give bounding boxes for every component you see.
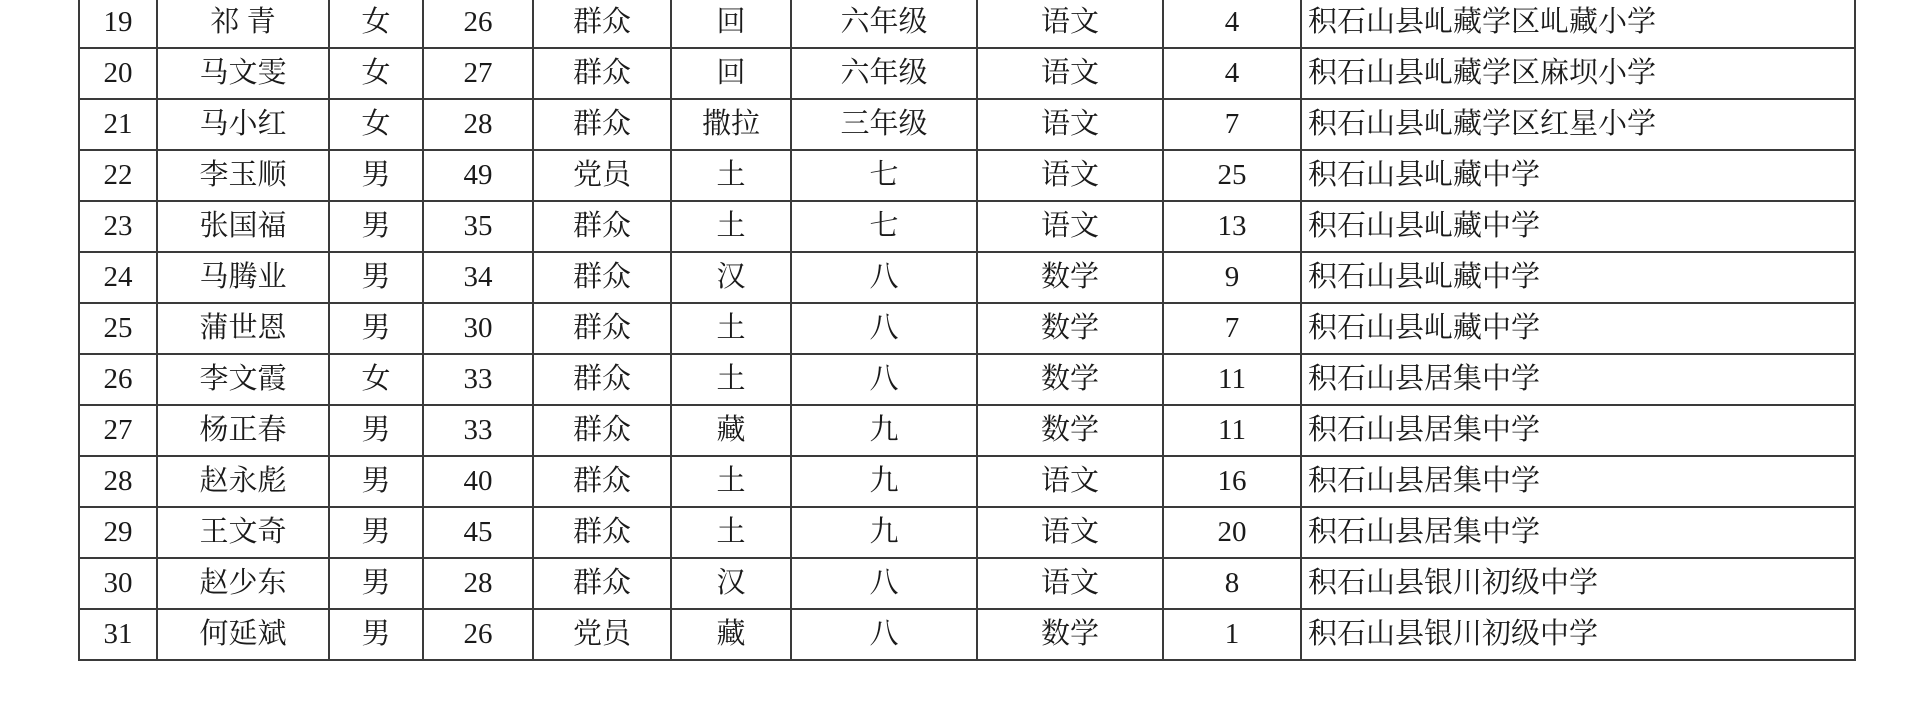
cell-number: 22 <box>79 150 157 201</box>
cell-political-status: 群众 <box>533 558 671 609</box>
cell-years: 7 <box>1163 99 1301 150</box>
cell-name: 张国福 <box>157 201 329 252</box>
cell-ethnicity: 回 <box>671 48 791 99</box>
cell-name: 杨正春 <box>157 405 329 456</box>
cell-ethnicity: 汉 <box>671 252 791 303</box>
cell-school: 积石山县居集中学 <box>1301 456 1855 507</box>
cell-sex: 男 <box>329 405 423 456</box>
cell-ethnicity: 藏 <box>671 609 791 660</box>
cell-age: 27 <box>423 48 533 99</box>
cell-school: 积石山县乢藏中学 <box>1301 252 1855 303</box>
table-row <box>79 0 1855 48</box>
cell-sex: 女 <box>329 354 423 405</box>
cell-number: 25 <box>79 303 157 354</box>
cell-sex: 男 <box>329 150 423 201</box>
cell-grade: 七 <box>791 150 977 201</box>
table-row <box>79 303 1855 354</box>
cell-political-status: 群众 <box>533 252 671 303</box>
cell-age: 45 <box>423 507 533 558</box>
cell-subject: 语文 <box>977 48 1163 99</box>
cell-school: 积石山县居集中学 <box>1301 405 1855 456</box>
table-row <box>79 609 1855 660</box>
cell-grade: 六年级 <box>791 48 977 99</box>
cell-number: 23 <box>79 201 157 252</box>
table-row <box>79 48 1855 99</box>
cell-years: 11 <box>1163 354 1301 405</box>
cell-ethnicity: 土 <box>671 354 791 405</box>
cell-number: 26 <box>79 354 157 405</box>
cell-age: 49 <box>423 150 533 201</box>
table-row <box>79 558 1855 609</box>
table-row <box>79 252 1855 303</box>
cell-years: 20 <box>1163 507 1301 558</box>
table-row <box>79 507 1855 558</box>
cell-name: 马文雯 <box>157 48 329 99</box>
cell-ethnicity: 回 <box>671 0 791 48</box>
cell-political-status: 群众 <box>533 0 671 48</box>
cell-political-status: 群众 <box>533 456 671 507</box>
cell-name: 赵少东 <box>157 558 329 609</box>
table-body <box>79 0 1855 660</box>
cell-ethnicity: 土 <box>671 201 791 252</box>
cell-number: 20 <box>79 48 157 99</box>
cell-years: 11 <box>1163 405 1301 456</box>
cell-sex: 男 <box>329 201 423 252</box>
cell-grade: 八 <box>791 303 977 354</box>
cell-number: 27 <box>79 405 157 456</box>
cell-name: 马腾业 <box>157 252 329 303</box>
cell-age: 26 <box>423 0 533 48</box>
cell-sex: 男 <box>329 252 423 303</box>
cell-age: 28 <box>423 558 533 609</box>
cell-sex: 男 <box>329 558 423 609</box>
cell-subject: 数学 <box>977 405 1163 456</box>
cell-school: 积石山县乢藏中学 <box>1301 201 1855 252</box>
cell-school: 积石山县银川初级中学 <box>1301 558 1855 609</box>
cell-grade: 七 <box>791 201 977 252</box>
cell-school: 积石山县银川初级中学 <box>1301 609 1855 660</box>
teacher-roster-table <box>78 0 1856 661</box>
cell-political-status: 群众 <box>533 303 671 354</box>
cell-ethnicity: 汉 <box>671 558 791 609</box>
cell-grade: 九 <box>791 405 977 456</box>
cell-school: 积石山县乢藏学区红星小学 <box>1301 99 1855 150</box>
cell-sex: 女 <box>329 99 423 150</box>
cell-grade: 九 <box>791 456 977 507</box>
cell-age: 35 <box>423 201 533 252</box>
cell-school: 积石山县乢藏学区麻坝小学 <box>1301 48 1855 99</box>
cell-ethnicity: 土 <box>671 303 791 354</box>
cell-grade: 三年级 <box>791 99 977 150</box>
cell-school: 积石山县居集中学 <box>1301 354 1855 405</box>
cell-subject: 语文 <box>977 150 1163 201</box>
cell-school: 积石山县乢藏中学 <box>1301 303 1855 354</box>
cell-subject: 语文 <box>977 201 1163 252</box>
cell-years: 9 <box>1163 252 1301 303</box>
cell-name: 王文奇 <box>157 507 329 558</box>
cell-name: 赵永彪 <box>157 456 329 507</box>
cell-years: 4 <box>1163 48 1301 99</box>
cell-subject: 语文 <box>977 507 1163 558</box>
cell-ethnicity: 土 <box>671 507 791 558</box>
cell-age: 26 <box>423 609 533 660</box>
cell-number: 30 <box>79 558 157 609</box>
table-row <box>79 99 1855 150</box>
cell-ethnicity: 土 <box>671 456 791 507</box>
cell-sex: 男 <box>329 507 423 558</box>
cell-name: 马小红 <box>157 99 329 150</box>
cell-name: 蒲世恩 <box>157 303 329 354</box>
cell-school: 积石山县居集中学 <box>1301 507 1855 558</box>
cell-political-status: 群众 <box>533 507 671 558</box>
cell-political-status: 群众 <box>533 99 671 150</box>
cell-grade: 九 <box>791 507 977 558</box>
cell-political-status: 群众 <box>533 405 671 456</box>
cell-sex: 女 <box>329 48 423 99</box>
cell-age: 33 <box>423 405 533 456</box>
cell-number: 28 <box>79 456 157 507</box>
cell-political-status: 群众 <box>533 354 671 405</box>
cell-subject: 语文 <box>977 99 1163 150</box>
cell-subject: 语文 <box>977 0 1163 48</box>
table-row <box>79 201 1855 252</box>
cell-age: 33 <box>423 354 533 405</box>
cell-school: 积石山县乢藏中学 <box>1301 150 1855 201</box>
cell-age: 34 <box>423 252 533 303</box>
table-row <box>79 150 1855 201</box>
cell-subject: 数学 <box>977 609 1163 660</box>
cell-political-status: 党员 <box>533 150 671 201</box>
cell-name: 李玉顺 <box>157 150 329 201</box>
cell-years: 13 <box>1163 201 1301 252</box>
table-row <box>79 456 1855 507</box>
cell-sex: 男 <box>329 303 423 354</box>
cell-political-status: 群众 <box>533 201 671 252</box>
cell-years: 7 <box>1163 303 1301 354</box>
cell-school: 积石山县乢藏学区乢藏小学 <box>1301 0 1855 48</box>
cell-grade: 八 <box>791 609 977 660</box>
cell-number: 19 <box>79 0 157 48</box>
cell-years: 16 <box>1163 456 1301 507</box>
cell-sex: 女 <box>329 0 423 48</box>
cell-subject: 数学 <box>977 303 1163 354</box>
cell-years: 1 <box>1163 609 1301 660</box>
cell-name: 祁 青 <box>157 0 329 48</box>
cell-subject: 数学 <box>977 252 1163 303</box>
cell-number: 21 <box>79 99 157 150</box>
cell-subject: 语文 <box>977 456 1163 507</box>
cell-name: 何延斌 <box>157 609 329 660</box>
cell-grade: 八 <box>791 252 977 303</box>
cell-number: 24 <box>79 252 157 303</box>
cell-grade: 八 <box>791 558 977 609</box>
cell-ethnicity: 藏 <box>671 405 791 456</box>
cell-number: 31 <box>79 609 157 660</box>
cell-political-status: 党员 <box>533 609 671 660</box>
cell-age: 40 <box>423 456 533 507</box>
cell-years: 25 <box>1163 150 1301 201</box>
table-row <box>79 354 1855 405</box>
cell-political-status: 群众 <box>533 48 671 99</box>
cell-age: 28 <box>423 99 533 150</box>
cell-grade: 六年级 <box>791 0 977 48</box>
cell-years: 4 <box>1163 0 1301 48</box>
cell-years: 8 <box>1163 558 1301 609</box>
cell-sex: 男 <box>329 456 423 507</box>
cell-number: 29 <box>79 507 157 558</box>
cell-name: 李文霞 <box>157 354 329 405</box>
cell-ethnicity: 撒拉 <box>671 99 791 150</box>
cell-ethnicity: 土 <box>671 150 791 201</box>
cell-subject: 数学 <box>977 354 1163 405</box>
cell-subject: 语文 <box>977 558 1163 609</box>
cell-sex: 男 <box>329 609 423 660</box>
cell-grade: 八 <box>791 354 977 405</box>
cell-age: 30 <box>423 303 533 354</box>
table-row <box>79 405 1855 456</box>
